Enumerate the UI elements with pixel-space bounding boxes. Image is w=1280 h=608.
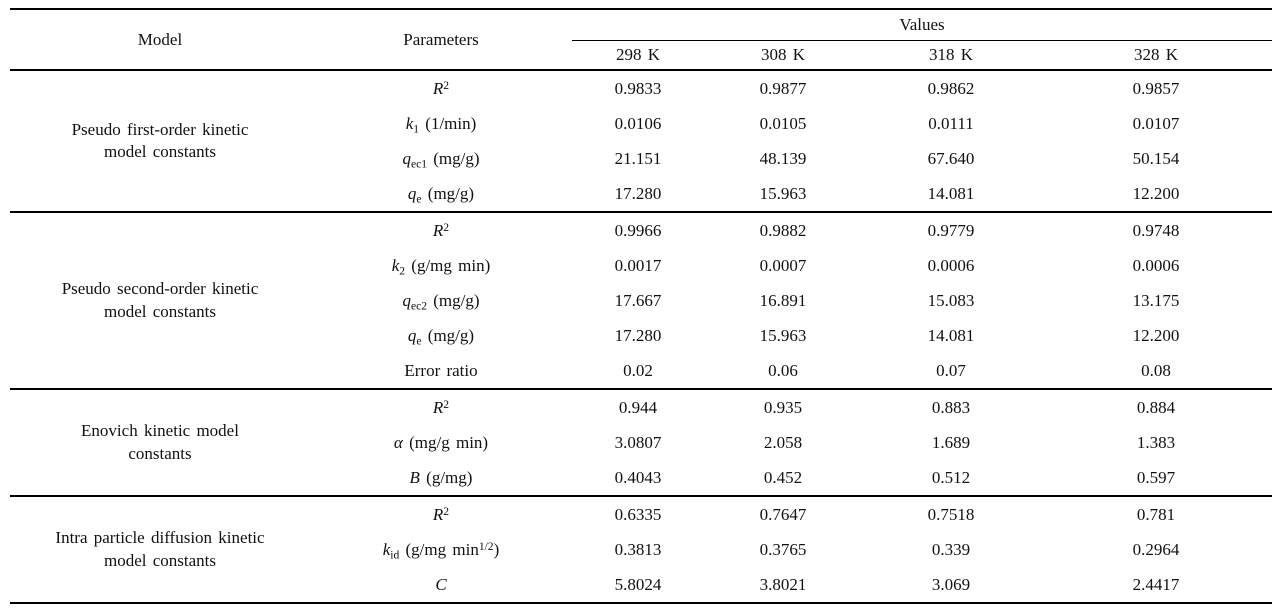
value-cell: 17.667: [614, 290, 662, 310]
value-cell: 0.9862: [927, 78, 975, 98]
parameter-label: $R^2$: [310, 389, 572, 425]
column-header-308k: 308 K: [704, 41, 862, 71]
column-header-model: Model: [10, 9, 310, 70]
value-cell: 67.640: [927, 148, 975, 168]
value-cell: 0.7647: [704, 496, 862, 532]
value-cell: 0.883: [862, 389, 1040, 425]
value-cell: 16.891: [759, 290, 807, 310]
value-cell: 0.6335: [572, 496, 704, 532]
value-cell: 0.512: [931, 467, 971, 487]
table-row: [10, 389, 1272, 425]
column-header-parameters: Parameters: [310, 9, 572, 70]
value-cell: 0.02: [623, 360, 653, 380]
value-cell: 0.9877: [759, 78, 807, 98]
value-cell: 0.781: [1040, 496, 1272, 532]
value-cell: 50.154: [1132, 148, 1180, 168]
parameter-label: C: [435, 574, 447, 594]
value-cell: 14.081: [927, 325, 975, 345]
value-cell: 0.0111: [928, 113, 974, 133]
value-cell: 48.139: [759, 148, 807, 168]
value-cell: 0.9833: [614, 78, 662, 98]
value-cell: 0.2964: [1132, 539, 1180, 559]
value-cell: 3.8021: [759, 574, 807, 594]
column-header-318k: 318 K: [862, 41, 1040, 71]
value-cell: 17.280: [614, 325, 662, 345]
value-cell: 0.0017: [614, 255, 662, 275]
header-row-groups: [10, 9, 1272, 41]
value-cell: 0.452: [763, 467, 803, 487]
value-cell: 0.597: [1136, 467, 1176, 487]
parameter-label: Error ratio: [404, 360, 478, 380]
model-name: Pseudo first-order kinetic model constants: [71, 119, 249, 161]
value-cell: 0.3765: [759, 539, 807, 559]
value-cell: 0.944: [572, 389, 704, 425]
parameter-label: $R^2$: [310, 496, 572, 532]
value-cell: 5.8024: [614, 574, 662, 594]
table-row: [10, 212, 1272, 248]
value-cell: 1.689: [931, 432, 971, 452]
value-cell: 0.0105: [759, 113, 807, 133]
value-cell: 0.9966: [572, 212, 704, 248]
value-cell: 15.963: [759, 325, 807, 345]
value-cell: 0.07: [936, 360, 966, 380]
value-cell: 0.935: [704, 389, 862, 425]
value-cell: 0.0106: [614, 113, 662, 133]
parameter-label: $q_e$ (mg/g): [407, 325, 475, 347]
parameter-label: $q_{ec1}$ (mg/g): [402, 148, 480, 170]
value-cell: 0.9748: [1040, 212, 1272, 248]
value-cell: 3.069: [931, 574, 971, 594]
value-cell: 0.08: [1141, 360, 1171, 380]
value-cell: 0.7518: [862, 496, 1040, 532]
value-cell: 12.200: [1132, 325, 1180, 345]
value-cell: 13.175: [1132, 290, 1180, 310]
column-header-values: Values: [572, 9, 1272, 41]
table-header: [10, 9, 1272, 70]
value-cell: 12.200: [1132, 183, 1180, 203]
value-cell: 0.9882: [704, 212, 862, 248]
value-cell: 21.151: [614, 148, 662, 168]
value-cell: 3.0807: [614, 432, 662, 452]
value-cell: 0.339: [931, 539, 971, 559]
model-name: Pseudo second-order kinetic model constants: [10, 212, 310, 389]
value-cell: 2.058: [763, 432, 803, 452]
value-cell: 0.0006: [1132, 255, 1180, 275]
model-name: Enovich kinetic model constants: [10, 389, 310, 496]
value-cell: 0.06: [768, 360, 798, 380]
column-header-298k: 298 K: [572, 41, 704, 71]
value-cell: 1.383: [1136, 432, 1176, 452]
value-cell: 17.280: [614, 183, 662, 203]
column-header-328k: 328 K: [1040, 41, 1272, 71]
parameter-label: $k_{id}$ (g/mg $\min^{1/2}$): [382, 539, 500, 561]
parameter-label: $q_e$ (mg/g): [407, 183, 475, 205]
kinetic-models-table: [10, 8, 1272, 604]
value-cell: 14.081: [927, 183, 975, 203]
parameter-label: $q_{ec2}$ (mg/g): [402, 290, 480, 312]
parameter-label: $R^2$: [310, 212, 572, 248]
table-body: [10, 70, 1272, 603]
value-cell: 0.3813: [614, 539, 662, 559]
parameter-label: $k_2$ (g/mg min): [391, 255, 491, 277]
value-cell: 15.963: [759, 183, 807, 203]
table-row: [10, 496, 1272, 532]
table-row: [10, 70, 1272, 106]
parameter-label: B (g/mg): [409, 467, 473, 487]
value-cell: 0.0107: [1132, 113, 1180, 133]
parameter-label: $R^2$: [432, 78, 450, 98]
value-cell: 0.9857: [1132, 78, 1180, 98]
value-cell: 0.9779: [862, 212, 1040, 248]
model-name: Intra particle diffusion kinetic model constants: [10, 496, 310, 603]
parameter-label: α (mg/g min): [393, 432, 489, 452]
parameter-label: $k_1$ (1/min): [405, 113, 477, 135]
value-cell: 15.083: [927, 290, 975, 310]
value-cell: 2.4417: [1132, 574, 1180, 594]
value-cell: 0.4043: [614, 467, 662, 487]
value-cell: 0.0007: [759, 255, 807, 275]
value-cell: 0.884: [1040, 389, 1272, 425]
value-cell: 0.0006: [927, 255, 975, 275]
